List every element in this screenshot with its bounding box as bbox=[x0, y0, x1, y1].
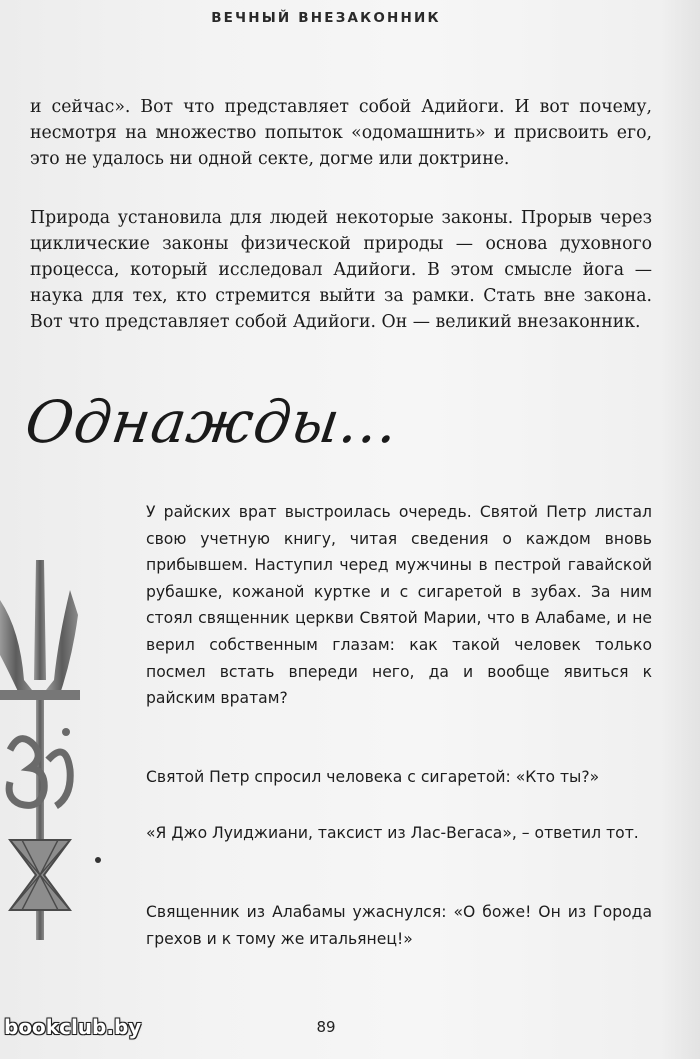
story-paragraph-1: У райских врат выстроилась очередь. Святой Петр листал свою учетную книгу, читая сведения о каждом вновь прибывшем. Наступил черед мужчины в пестрой гавайской рубашке, кожаной куртке и с сигаретой в зубах. За ним стоял священник церкви Святой Марии, что в Алабаме, и не верил собственным глазам: как такой человек только посмел встать впереди него, да и вообще явиться к райским вратам? bbox=[146, 503, 652, 708]
section-heading: Однажды... bbox=[21, 388, 404, 456]
body-paragraph-1: и сейчас». Вот что представляет собой Адийоги. И вот почему, несмотря на множество попыток «одомашнить» и присвоить его, это не удалось ни одной секте, догме или доктрине. bbox=[30, 97, 652, 169]
body-paragraph-2: Природа установила для людей некоторые законы. Прорыв через циклические законы физической природы — основа духовного процесса, который исследовал Адийоги. В этом смысле йога — наука для тех, кто стремится выйти за рамки. Стать вне закона. Вот что представляет собой Адийоги. Он — великий внезаконник. bbox=[30, 208, 652, 332]
page-gutter-shadow bbox=[660, 0, 700, 1059]
story-paragraph-4: Священник из Алабамы ужаснулся: «О боже! Он из Города грехов и к тому же итальянец!» bbox=[146, 903, 652, 948]
page-number: 89 bbox=[316, 1018, 336, 1036]
story-paragraph-3: «Я Джо Луиджиани, таксист из Лас-Вегаса», – ответил тот. bbox=[146, 824, 639, 842]
site-watermark: bookclub.by bbox=[4, 1015, 142, 1039]
running-title: ВЕЧНЫЙ ВНЕЗАКОННИК bbox=[211, 10, 441, 26]
trident-om-damaru-icon bbox=[0, 560, 110, 940]
story-paragraph-2: Святой Петр спросил человека с сигаретой: «Кто ты?» bbox=[146, 768, 600, 786]
